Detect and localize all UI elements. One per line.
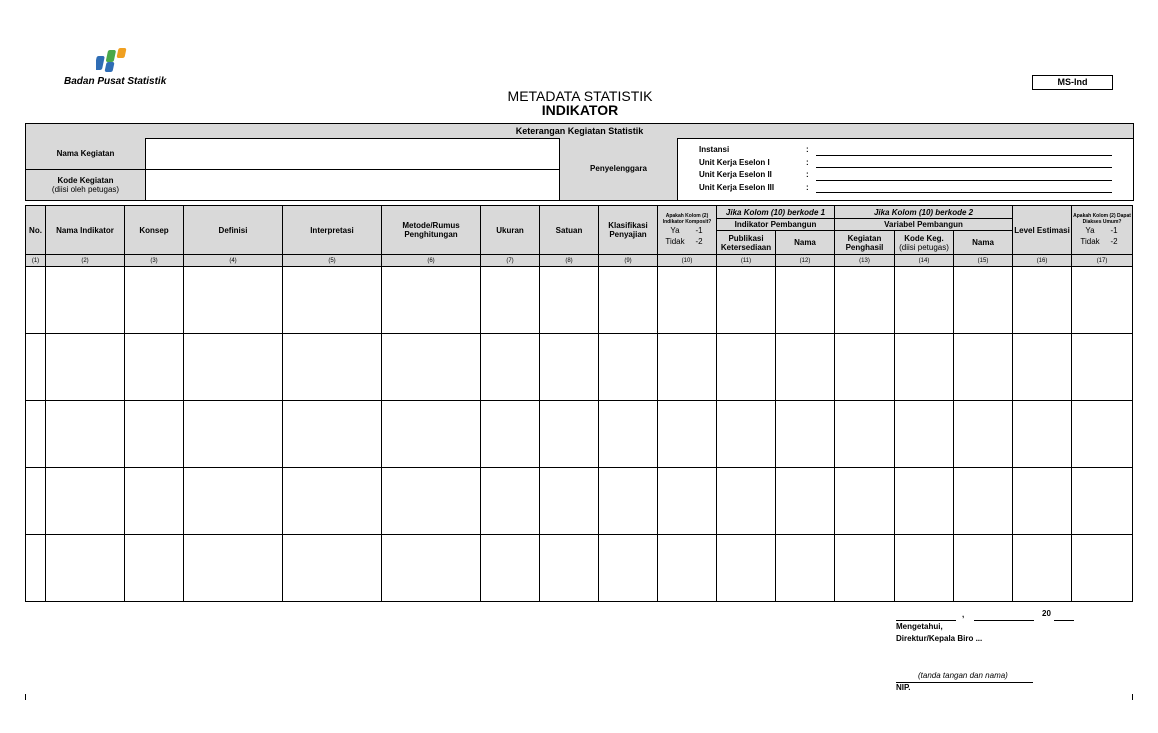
table-cell[interactable] — [1072, 468, 1133, 535]
colon: : — [806, 145, 809, 154]
table-cell[interactable] — [481, 535, 540, 602]
table-cell[interactable] — [382, 267, 481, 334]
table-cell[interactable] — [895, 468, 954, 535]
penyelenggara-label: Penyelenggara — [560, 138, 678, 200]
indicator-table — [25, 205, 1133, 602]
table-cell[interactable] — [125, 468, 184, 535]
table-cell[interactable] — [125, 267, 184, 334]
city-field[interactable] — [896, 620, 956, 621]
table-cell[interactable] — [1013, 267, 1072, 334]
page-subtitle: INDIKATOR — [541, 102, 619, 118]
section-title: Keterangan Kegiatan Statistik — [25, 123, 1134, 139]
col-num: (5) — [283, 255, 382, 267]
table-cell[interactable] — [895, 401, 954, 468]
table-cell[interactable] — [658, 334, 717, 401]
table-cell[interactable] — [481, 334, 540, 401]
th-komposit — [658, 206, 717, 255]
table-cell[interactable] — [382, 535, 481, 602]
table-row — [26, 267, 1133, 334]
ya-label: Ya — [1085, 226, 1095, 235]
org-name: Badan Pusat Statistik — [64, 76, 167, 87]
table-cell[interactable] — [895, 267, 954, 334]
table-cell[interactable] — [895, 334, 954, 401]
activity-info-box — [25, 138, 1134, 201]
table-row — [26, 535, 1133, 602]
th-ukuran: Ukuran — [481, 206, 540, 255]
table-cell[interactable] — [599, 468, 658, 535]
table-cell[interactable] — [954, 401, 1013, 468]
nip-label: NIP. — [896, 683, 911, 692]
th-nama-indikator-pembangun: Nama — [776, 231, 835, 255]
form-code-box: MS-Ind — [1032, 75, 1113, 90]
corner-mark-left — [25, 694, 26, 700]
table-cell[interactable] — [895, 535, 954, 602]
colon: : — [806, 157, 809, 167]
table-cell[interactable] — [658, 468, 717, 535]
col-num: (9) — [599, 255, 658, 267]
table-cell[interactable] — [382, 401, 481, 468]
table-cell[interactable] — [184, 468, 283, 535]
table-cell[interactable] — [717, 267, 776, 334]
table-cell[interactable] — [540, 401, 599, 468]
tidak-label: Tidak — [665, 237, 685, 246]
tidak-code: -2 — [695, 237, 703, 246]
table-cell[interactable] — [46, 267, 125, 334]
table-cell[interactable] — [184, 334, 283, 401]
table-cell[interactable] — [184, 267, 283, 334]
th-level-estimasi: Level Estimasi — [1013, 206, 1072, 255]
th-klasifikasi: Klasifikasi Penyajian — [599, 206, 658, 255]
table-cell[interactable] — [382, 468, 481, 535]
col-num: (16) — [1013, 255, 1072, 267]
table-cell[interactable] — [283, 468, 382, 535]
table-cell[interactable] — [382, 334, 481, 401]
table-cell[interactable] — [46, 535, 125, 602]
th-nama-variabel: Nama — [954, 231, 1013, 255]
eselon2-label: Unit Kerja Eselon II — [699, 170, 772, 179]
th-akses — [1072, 206, 1133, 255]
table-cell[interactable] — [125, 535, 184, 602]
data-rows — [26, 267, 1133, 602]
col-num: (1) — [26, 255, 46, 267]
instansi-colons — [806, 144, 809, 194]
table-cell[interactable] — [835, 334, 895, 401]
col-num: (13) — [835, 255, 895, 267]
table-cell[interactable] — [540, 468, 599, 535]
table-cell[interactable] — [125, 334, 184, 401]
table-cell[interactable] — [540, 334, 599, 401]
table-cell[interactable] — [1072, 267, 1133, 334]
eselon1-field[interactable] — [816, 167, 1112, 168]
ya-label: Ya — [670, 226, 680, 235]
table-cell[interactable] — [835, 401, 895, 468]
col-num: (4) — [184, 255, 283, 267]
table-cell[interactable] — [658, 267, 717, 334]
instansi-label: Instansi — [699, 145, 730, 154]
table-cell[interactable] — [717, 535, 776, 602]
nama-kegiatan-label: Nama Kegiatan — [26, 138, 146, 170]
akses-question: Apakah Kolom (2) Dapat Diakses Umum? — [1073, 213, 1131, 225]
table-cell[interactable] — [776, 468, 835, 535]
table-cell[interactable] — [46, 401, 125, 468]
table-cell[interactable] — [46, 468, 125, 535]
table-cell[interactable] — [540, 267, 599, 334]
col-num: (10) — [658, 255, 717, 267]
table-cell[interactable] — [954, 267, 1013, 334]
col-num: (2) — [46, 255, 125, 267]
kode-kegiatan-label — [26, 170, 146, 200]
direktur-label: Direktur/Kepala Biro ... — [896, 634, 983, 643]
mengetahui-label: Mengetahui, — [896, 622, 943, 631]
th-satuan: Satuan — [540, 206, 599, 255]
th-metode: Metode/Rumus Penghitungan — [382, 206, 481, 255]
table-cell[interactable] — [26, 334, 46, 401]
table-row — [26, 401, 1133, 468]
ya-code: -1 — [695, 226, 703, 235]
table-cell[interactable] — [835, 468, 895, 535]
table-row — [26, 468, 1133, 535]
signature-field[interactable] — [896, 682, 1033, 683]
th-jika-2: Jika Kolom (10) berkode 2 — [835, 206, 1013, 219]
table-cell[interactable] — [954, 334, 1013, 401]
colon: : — [806, 182, 809, 192]
th-konsep: Konsep — [125, 206, 184, 255]
nama-kegiatan-field[interactable] — [146, 138, 560, 170]
table-cell[interactable] — [776, 267, 835, 334]
th-indikator-pembangun: Indikator Pembangun — [717, 219, 835, 231]
colon: : — [806, 170, 809, 179]
table-cell[interactable] — [954, 535, 1013, 602]
tidak-label: Tidak — [1080, 237, 1100, 246]
col-num: (3) — [125, 255, 184, 267]
ttd-label: (tanda tangan dan nama) — [918, 671, 1008, 680]
ya-code: -1 — [1110, 226, 1118, 235]
table-cell[interactable] — [599, 535, 658, 602]
table-cell[interactable] — [1072, 401, 1133, 468]
table-cell[interactable] — [283, 334, 382, 401]
eselon3-field[interactable] — [816, 192, 1112, 193]
table-cell[interactable] — [481, 401, 540, 468]
bps-logo-icon — [96, 46, 134, 76]
table-cell[interactable] — [658, 535, 717, 602]
table-cell[interactable] — [776, 535, 835, 602]
table-cell[interactable] — [46, 334, 125, 401]
table-cell[interactable] — [540, 535, 599, 602]
eselon2-field[interactable] — [816, 180, 1112, 181]
eselon3-label: Unit Kerja Eselon III — [699, 182, 775, 192]
table-row — [26, 334, 1133, 401]
th-interpretasi: Interpretasi — [283, 206, 382, 255]
column-number-row — [26, 255, 1133, 267]
table-cell[interactable] — [835, 267, 895, 334]
table-cell[interactable] — [1013, 468, 1072, 535]
th-definisi: Definisi — [184, 206, 283, 255]
table-cell[interactable] — [658, 401, 717, 468]
col-num: (6) — [382, 255, 481, 267]
komposit-options — [658, 225, 716, 247]
kode-kegiatan-field[interactable] — [146, 170, 560, 200]
table-cell[interactable] — [599, 334, 658, 401]
th-variabel-pembangun: Variabel Pembangun — [835, 219, 1013, 231]
table-cell[interactable] — [283, 535, 382, 602]
th-kode-keg — [895, 231, 954, 255]
table-cell[interactable] — [26, 401, 46, 468]
table-cell[interactable] — [481, 267, 540, 334]
table-cell[interactable] — [1072, 535, 1133, 602]
table-cell[interactable] — [26, 468, 46, 535]
col-num: (8) — [540, 255, 599, 267]
th-kegiatan-penghasil: Kegiatan Penghasil — [835, 231, 895, 255]
table-cell[interactable] — [283, 401, 382, 468]
year-prefix: 20 — [1042, 609, 1051, 618]
table-cell[interactable] — [1013, 334, 1072, 401]
table-cell[interactable] — [835, 535, 895, 602]
table-cell[interactable] — [599, 267, 658, 334]
col-num: (11) — [717, 255, 776, 267]
table-cell[interactable] — [776, 401, 835, 468]
table-cell[interactable] — [1072, 334, 1133, 401]
table-cell[interactable] — [717, 468, 776, 535]
akses-options — [1072, 225, 1132, 247]
table-cell[interactable] — [776, 334, 835, 401]
corner-mark-right — [1132, 694, 1133, 700]
table-cell[interactable] — [1013, 535, 1072, 602]
table-cell[interactable] — [184, 401, 283, 468]
table-cell[interactable] — [481, 468, 540, 535]
date-field[interactable] — [974, 620, 1034, 621]
table-cell[interactable] — [1013, 401, 1072, 468]
kode-keg-note: (diisi petugas) — [899, 242, 949, 252]
th-no: No. — [26, 206, 46, 255]
kode-kegiatan-note: (diisi oleh petugas) — [51, 185, 120, 194]
table-cell[interactable] — [717, 334, 776, 401]
table-cell[interactable] — [954, 468, 1013, 535]
kode-keg-label: Kode Keg. — [904, 233, 944, 243]
comma: , — [962, 610, 965, 619]
table-cell[interactable] — [717, 401, 776, 468]
instansi-field[interactable] — [816, 155, 1112, 156]
th-jika-1: Jika Kolom (10) berkode 1 — [717, 206, 835, 219]
table-cell[interactable] — [184, 535, 283, 602]
table-cell[interactable] — [599, 401, 658, 468]
instansi-labels — [699, 144, 774, 194]
eselon1-label: Unit Kerja Eselon I — [699, 157, 770, 167]
col-num: (14) — [895, 255, 954, 267]
col-num: (15) — [954, 255, 1013, 267]
table-cell[interactable] — [283, 267, 382, 334]
col-num: (7) — [481, 255, 540, 267]
col-num: (17) — [1072, 255, 1133, 267]
th-nama-indikator: Nama Indikator — [46, 206, 125, 255]
komposit-question: Apakah Kolom (2) Indikator Komposit? — [662, 213, 712, 225]
table-cell[interactable] — [26, 535, 46, 602]
table-cell[interactable] — [125, 401, 184, 468]
tidak-code: -2 — [1110, 237, 1118, 246]
kode-kegiatan-text: Kode Kegiatan — [57, 176, 114, 185]
col-num: (12) — [776, 255, 835, 267]
th-publikasi: Publikasi Ketersediaan — [717, 231, 776, 255]
year-field[interactable] — [1054, 620, 1074, 621]
page-title: METADATA STATISTIK — [507, 88, 653, 104]
table-cell[interactable] — [26, 267, 46, 334]
